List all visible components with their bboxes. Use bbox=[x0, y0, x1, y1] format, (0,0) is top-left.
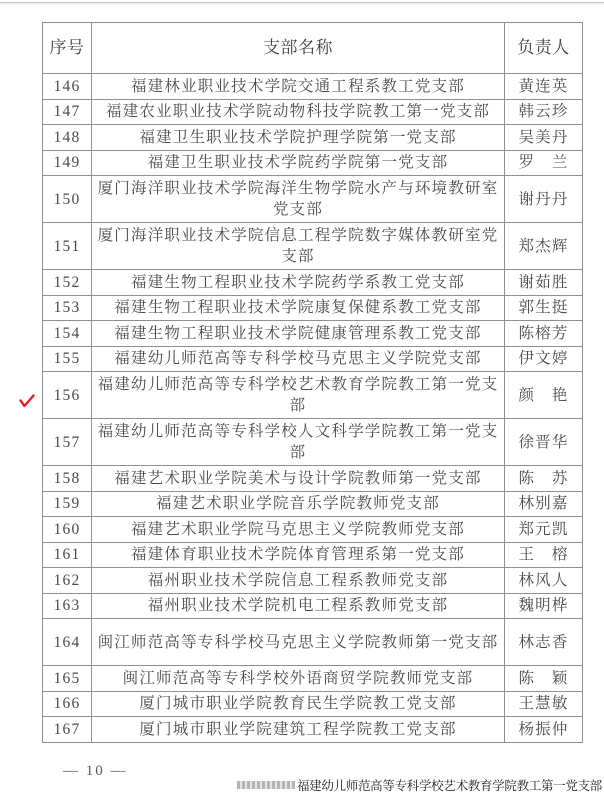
row-branch-name: 福建艺术职业学院音乐学院教师党支部 bbox=[92, 491, 505, 517]
table-row bbox=[43, 717, 583, 743]
table-row bbox=[43, 517, 583, 543]
red-check-mark-icon bbox=[19, 393, 35, 409]
row-branch-name: 福建林业职业技术学院交通工程系教工党支部 bbox=[92, 74, 505, 100]
row-number: 152 bbox=[43, 270, 92, 296]
table-body bbox=[43, 74, 583, 743]
table-row bbox=[43, 295, 583, 321]
footer-caption-strip bbox=[237, 776, 602, 794]
row-leader: 黄连英 bbox=[505, 74, 583, 100]
row-number: 147 bbox=[43, 99, 92, 125]
row-branch-name: 福建卫生职业技术学院护理学院第一党支部 bbox=[92, 125, 505, 151]
row-branch-name: 福建生物工程职业技术学院康复保健系教工党支部 bbox=[92, 295, 505, 321]
row-branch-name: 福建幼儿师范高等专科学校艺术教育学院教工第一党支部 bbox=[92, 372, 505, 419]
table-row bbox=[43, 372, 583, 419]
table-row bbox=[43, 419, 583, 466]
table-row bbox=[43, 99, 583, 125]
row-number: 155 bbox=[43, 346, 92, 372]
row-leader: 郑元凯 bbox=[505, 517, 583, 543]
header-leader: 负责人 bbox=[505, 23, 583, 74]
table-row bbox=[43, 74, 583, 100]
table-row bbox=[43, 666, 583, 692]
row-leader: 徐晋华 bbox=[505, 419, 583, 466]
row-leader: 陈榕芳 bbox=[505, 321, 583, 347]
row-leader: 林风人 bbox=[505, 568, 583, 594]
row-number: 163 bbox=[43, 593, 92, 619]
row-branch-name: 福建生物工程职业技术学院药学系教工党支部 bbox=[92, 270, 505, 296]
row-leader: 谢丹丹 bbox=[505, 176, 583, 223]
table-row bbox=[43, 321, 583, 347]
row-branch-name: 福建艺术职业学院马克思主义学院教师党支部 bbox=[92, 517, 505, 543]
row-leader: 王 榕 bbox=[505, 542, 583, 568]
row-number: 160 bbox=[43, 517, 92, 543]
row-leader: 陈 颖 bbox=[505, 666, 583, 692]
row-number: 151 bbox=[43, 223, 92, 270]
row-leader: 韩云珍 bbox=[505, 99, 583, 125]
row-branch-name: 福建艺术职业学院美术与设计学院教师第一党支部 bbox=[92, 466, 505, 492]
row-number: 148 bbox=[43, 125, 92, 151]
footer-logo-icon bbox=[237, 781, 295, 789]
row-leader: 王慧敏 bbox=[505, 691, 583, 717]
row-number: 153 bbox=[43, 295, 92, 321]
header-number: 序号 bbox=[43, 23, 92, 74]
party-branch-table bbox=[42, 22, 583, 743]
row-branch-name: 闽江师范高等专科学校外语商贸学院教师党支部 bbox=[92, 666, 505, 692]
table-row bbox=[43, 491, 583, 517]
row-leader: 郭生挺 bbox=[505, 295, 583, 321]
row-leader: 林别嘉 bbox=[505, 491, 583, 517]
row-branch-name: 厦门城市职业学院建筑工程学院教工党支部 bbox=[92, 717, 505, 743]
header-branch-name: 支部名称 bbox=[92, 23, 505, 74]
row-leader: 颜 艳 bbox=[505, 372, 583, 419]
page-number: — 10 — bbox=[63, 763, 128, 779]
table-row bbox=[43, 150, 583, 176]
table-row bbox=[43, 346, 583, 372]
table-row bbox=[43, 270, 583, 296]
row-number: 158 bbox=[43, 466, 92, 492]
row-branch-name: 厦门城市职业学院教育民生学院教工党支部 bbox=[92, 691, 505, 717]
table-header-row bbox=[43, 23, 583, 74]
row-branch-name: 福州职业技术学院机电工程系教师党支部 bbox=[92, 593, 505, 619]
row-branch-name: 福建生物工程职业技术学院健康管理系教工党支部 bbox=[92, 321, 505, 347]
table-row bbox=[43, 619, 583, 666]
table-row bbox=[43, 223, 583, 270]
row-leader: 罗 兰 bbox=[505, 150, 583, 176]
row-number: 154 bbox=[43, 321, 92, 347]
table-row bbox=[43, 691, 583, 717]
row-branch-name: 福州职业技术学院信息工程系教师党支部 bbox=[92, 568, 505, 594]
footer-caption: 福建幼儿师范高等专科学校艺术教育学院教工第一党支部 bbox=[296, 778, 602, 793]
row-number: 167 bbox=[43, 717, 92, 743]
table-row bbox=[43, 125, 583, 151]
row-number: 165 bbox=[43, 666, 92, 692]
top-shadow bbox=[0, 3, 604, 6]
table-row bbox=[43, 542, 583, 568]
table-row bbox=[43, 568, 583, 594]
row-leader: 魏明桦 bbox=[505, 593, 583, 619]
row-leader: 伊文婷 bbox=[505, 346, 583, 372]
row-number: 149 bbox=[43, 150, 92, 176]
row-branch-name: 福建幼儿师范高等专科学校人文科学学院教工第一党支部 bbox=[92, 419, 505, 466]
row-branch-name: 福建农业职业技术学院动物科技学院教工第一党支部 bbox=[92, 99, 505, 125]
row-branch-name: 厦门海洋职业技术学院信息工程学院数字媒体教研室党支部 bbox=[92, 223, 505, 270]
row-leader: 杨振仲 bbox=[505, 717, 583, 743]
row-number: 157 bbox=[43, 419, 92, 466]
row-leader: 谢茹胜 bbox=[505, 270, 583, 296]
row-branch-name: 福建幼儿师范高等专科学校马克思主义学院党支部 bbox=[92, 346, 505, 372]
row-number: 162 bbox=[43, 568, 92, 594]
row-leader: 林志香 bbox=[505, 619, 583, 666]
row-number: 166 bbox=[43, 691, 92, 717]
table-row bbox=[43, 593, 583, 619]
row-branch-name: 闽江师范高等专科学校马克思主义学院教师第一党支部 bbox=[92, 619, 505, 666]
row-branch-name: 厦门海洋职业技术学院海洋生物学院水产与环境教研室党支部 bbox=[92, 176, 505, 223]
row-number: 161 bbox=[43, 542, 92, 568]
table-row bbox=[43, 176, 583, 223]
row-leader: 吴美丹 bbox=[505, 125, 583, 151]
row-branch-name: 福建体育职业技术学院体育管理系第一党支部 bbox=[92, 542, 505, 568]
row-branch-name: 福建卫生职业技术学院药学院第一党支部 bbox=[92, 150, 505, 176]
row-leader: 郑杰辉 bbox=[505, 223, 583, 270]
row-number: 159 bbox=[43, 491, 92, 517]
row-number: 146 bbox=[43, 74, 92, 100]
row-leader: 陈 苏 bbox=[505, 466, 583, 492]
row-number: 156 bbox=[43, 372, 92, 419]
row-number: 150 bbox=[43, 176, 92, 223]
row-number: 164 bbox=[43, 619, 92, 666]
table-row bbox=[43, 466, 583, 492]
